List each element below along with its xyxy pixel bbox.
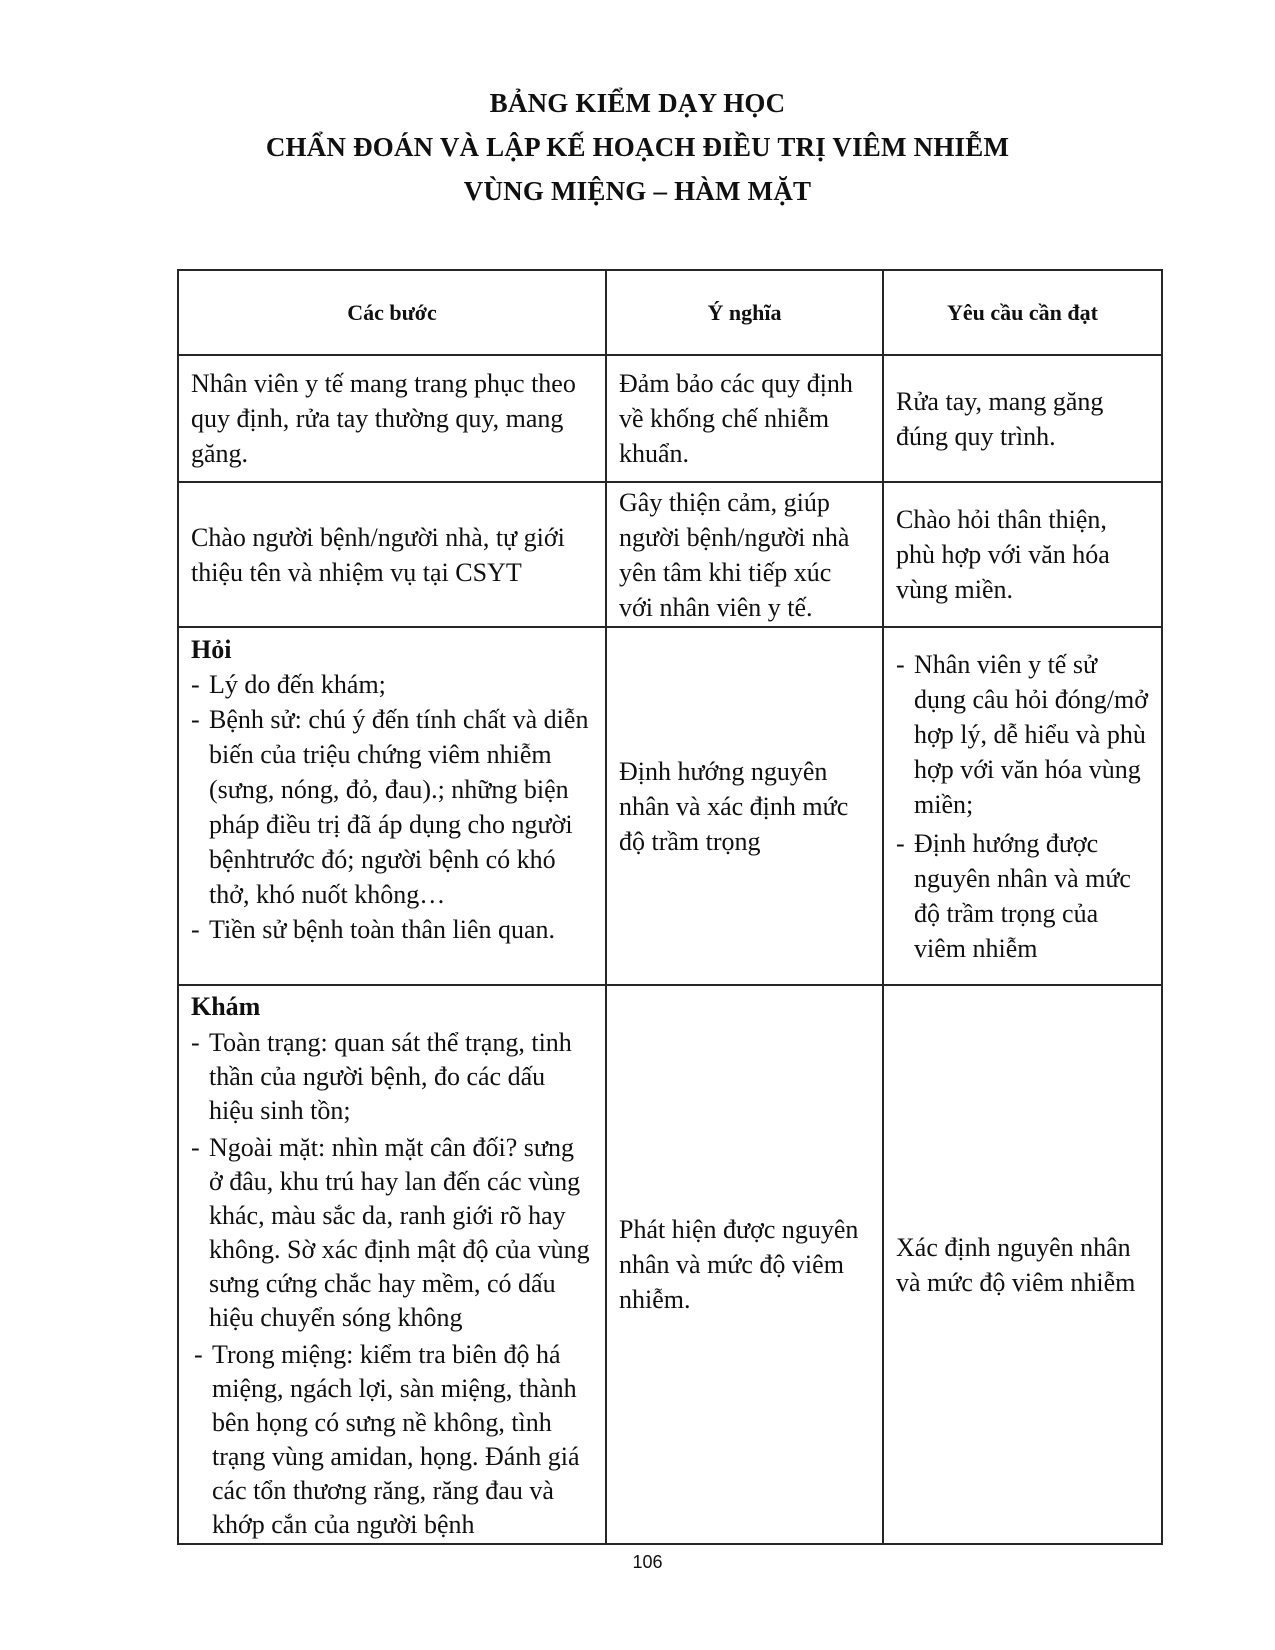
row3-requirement-bullet-2 <box>896 826 1149 966</box>
row2-requirement-text: Chào hỏi thân thiện, phù hợp với văn hóa vùng miền. <box>896 505 1110 604</box>
row4-meaning-cell <box>607 986 884 1543</box>
column-header-steps: Các bước <box>179 271 607 356</box>
row3-meaning-text: Định hướng nguyên nhân và xác định mức độ trầm trọng <box>619 756 849 856</box>
bullet-dash: - <box>191 1133 200 1162</box>
row4-steps-bullet-1 <box>191 1026 593 1128</box>
row3-requirement-bullet-2-text: Định hướng được nguyên nhân và mức độ trầm trọng của viêm nhiễm <box>914 828 1131 963</box>
row3-steps-bullet-1-text: Lý do đến khám; <box>209 670 386 699</box>
page-number: 106 <box>632 1552 663 1572</box>
row3-steps-bullet-2 <box>191 702 593 912</box>
row2-meaning-cell <box>607 483 884 628</box>
row2-steps-text: Chào người bệnh/người nhà, tự giới thiệu tên và nhiệm vụ tại CSYT <box>191 522 565 587</box>
row2-steps-cell <box>179 483 607 628</box>
row3-steps-bullet-3-text: Tiền sử bệnh toàn thân liên quan. <box>209 915 556 944</box>
teaching-checklist-table <box>177 269 1163 1545</box>
row3-steps-bullet-3 <box>191 912 593 947</box>
row3-steps-bullet-2-text: Bệnh sử: chú ý đến tính chất và diễn biến của triệu chứng viêm nhiễm (sưng, nóng, đỏ, đau).; những biện pháp điều trị đã áp dụng cho người bệnhtrước đó; người bệnh có khó thở, khó nuốt không… <box>209 705 589 909</box>
document-title <box>0 81 1275 213</box>
row4-steps-bullet-2-text: Ngoài mặt: nhìn mặt cân đối? sưng ở đâu, khu trú hay lan đến các vùng khác, màu sắc da, ranh giới rõ hay không. Sờ xác định mật độ của vùng sưng cứng chắc hay mềm, có dấu hiệu chuyển sóng không <box>209 1133 590 1332</box>
row4-steps-bullet-2 <box>191 1131 593 1335</box>
row3-requirement-bullet-1 <box>896 647 1149 822</box>
row3-requirement-cell <box>884 628 1161 986</box>
row4-requirement-cell <box>884 986 1161 1543</box>
row1-meaning-cell <box>607 356 884 483</box>
title-line-3: VÙNG MIỆNG – HÀM MẶT <box>463 176 812 206</box>
bullet-dash: - <box>191 915 200 944</box>
row4-requirement-text: Xác định nguyên nhân và mức độ viêm nhiễm <box>896 1232 1136 1297</box>
row1-requirement-text: Rửa tay, mang găng đúng quy trình. <box>896 386 1104 451</box>
title-line-1: BẢNG KIỂM DẠY HỌC <box>489 88 786 118</box>
row3-meaning-cell <box>607 628 884 986</box>
row4-steps-bullet-3-text: Trong miệng: kiểm tra biên độ há miệng, ngách lợi, sàn miệng, thành bên họng có sưng nề không, tình trạng vùng amidan, họng. Đánh giá các tổn thương răng, răng đau và khớp cắn của người bệnh <box>212 1340 580 1539</box>
row4-steps-heading: Khám <box>191 992 261 1021</box>
row4-steps-bullet-1-text: Toàn trạng: quan sát thể trạng, tinh thần của người bệnh, đo các dấu hiệu sinh tồn; <box>209 1028 572 1125</box>
row3-requirement-bullet-1-text: Nhân viên y tế sử dụng câu hỏi đóng/mở hợp lý, dễ hiểu và phù hợp với văn hóa vùng miền; <box>914 649 1148 819</box>
bullet-dash: - <box>194 1340 203 1369</box>
row4-meaning-text: Phát hiện được nguyên nhân và mức độ viêm nhiễm. <box>619 1215 859 1314</box>
row1-meaning-text: Đảm bảo các quy định về khống chế nhiễm khuẩn. <box>619 369 853 468</box>
title-line-2: CHẨN ĐOÁN VÀ LẬP KẾ HOẠCH ĐIỀU TRỊ VIÊM NHIỄM <box>265 132 1010 162</box>
row4-steps-cell <box>179 986 607 1543</box>
bullet-dash: - <box>191 1028 200 1057</box>
row3-steps-cell <box>179 628 607 986</box>
row1-requirement-cell <box>884 356 1161 483</box>
row3-steps-heading: Hỏi <box>191 635 232 664</box>
row2-meaning-text: Gây thiện cảm, giúp người bệnh/người nhà yên tâm khi tiếp xúc với nhân viên y tế. <box>619 487 850 622</box>
column-header-requirement: Yêu cầu cần đạt <box>884 271 1161 356</box>
bullet-dash: - <box>896 828 905 858</box>
row2-requirement-cell <box>884 483 1161 628</box>
row1-steps-cell <box>179 356 607 483</box>
bullet-dash: - <box>191 705 200 734</box>
row1-steps-text: Nhân viên y tế mang trang phục theo quy định, rửa tay thường quy, mang găng. <box>191 369 576 468</box>
bullet-dash: - <box>191 670 200 699</box>
row3-steps-bullet-1 <box>191 667 593 702</box>
row4-steps-bullet-3 <box>194 1338 593 1542</box>
bullet-dash: - <box>896 649 905 679</box>
column-header-meaning: Ý nghĩa <box>607 271 884 356</box>
